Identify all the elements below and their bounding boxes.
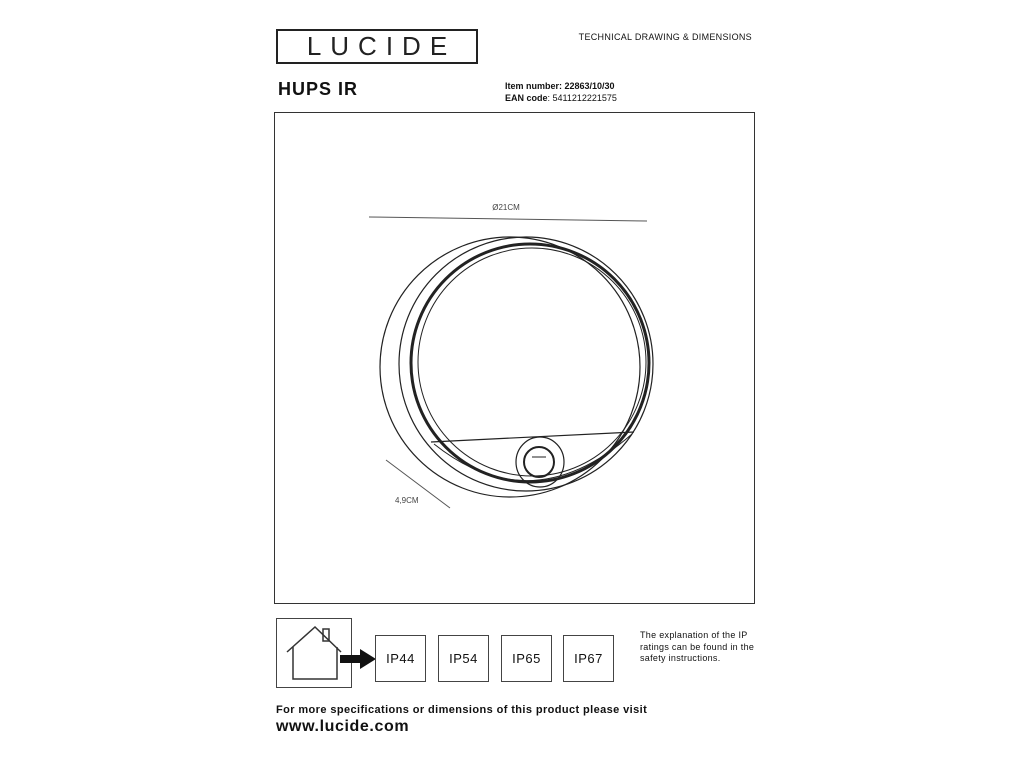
arrow-right-icon (338, 648, 378, 670)
depth-label: 4,9CM (395, 496, 419, 505)
ean-code-row: EAN code: 5411212221575 (505, 93, 617, 103)
product-name: HUPS IR (278, 79, 359, 99)
lamp-lens-ring (411, 244, 649, 482)
sensor-band-line (431, 432, 634, 442)
ir-sensor-lens (524, 447, 554, 477)
item-number-row: Item number: 22863/10/30 (505, 81, 615, 91)
ip-explanation-note: The explanation of the IP ratings can be found in the safety instructions. (640, 630, 755, 663)
item-number-label: Item number (505, 81, 560, 91)
item-number-value: 22863/10/30 (564, 81, 615, 91)
diameter-dimension-line (369, 217, 647, 221)
ip-rating-ip67: IP67 (563, 635, 614, 682)
website-link[interactable]: www.lucide.com (276, 718, 410, 735)
ean-code-value: 5411212221575 (552, 93, 617, 103)
ip-rating-ip44: IP44 (375, 635, 426, 682)
footer-text: For more specifications or dimensions of this product please visit (276, 704, 648, 716)
diameter-label: Ø21CM (492, 203, 520, 212)
document-type: TECHNICAL DRAWING & DIMENSIONS (578, 32, 752, 42)
technical-drawing (274, 112, 755, 604)
logo-text: LUCIDE (306, 31, 457, 61)
ip-rating-ip54: IP54 (438, 635, 489, 682)
ip-rating-ip65: IP65 (501, 635, 552, 682)
lamp-lens (418, 248, 646, 476)
ean-code-label: EAN code (505, 93, 548, 103)
brand-logo (276, 29, 478, 64)
